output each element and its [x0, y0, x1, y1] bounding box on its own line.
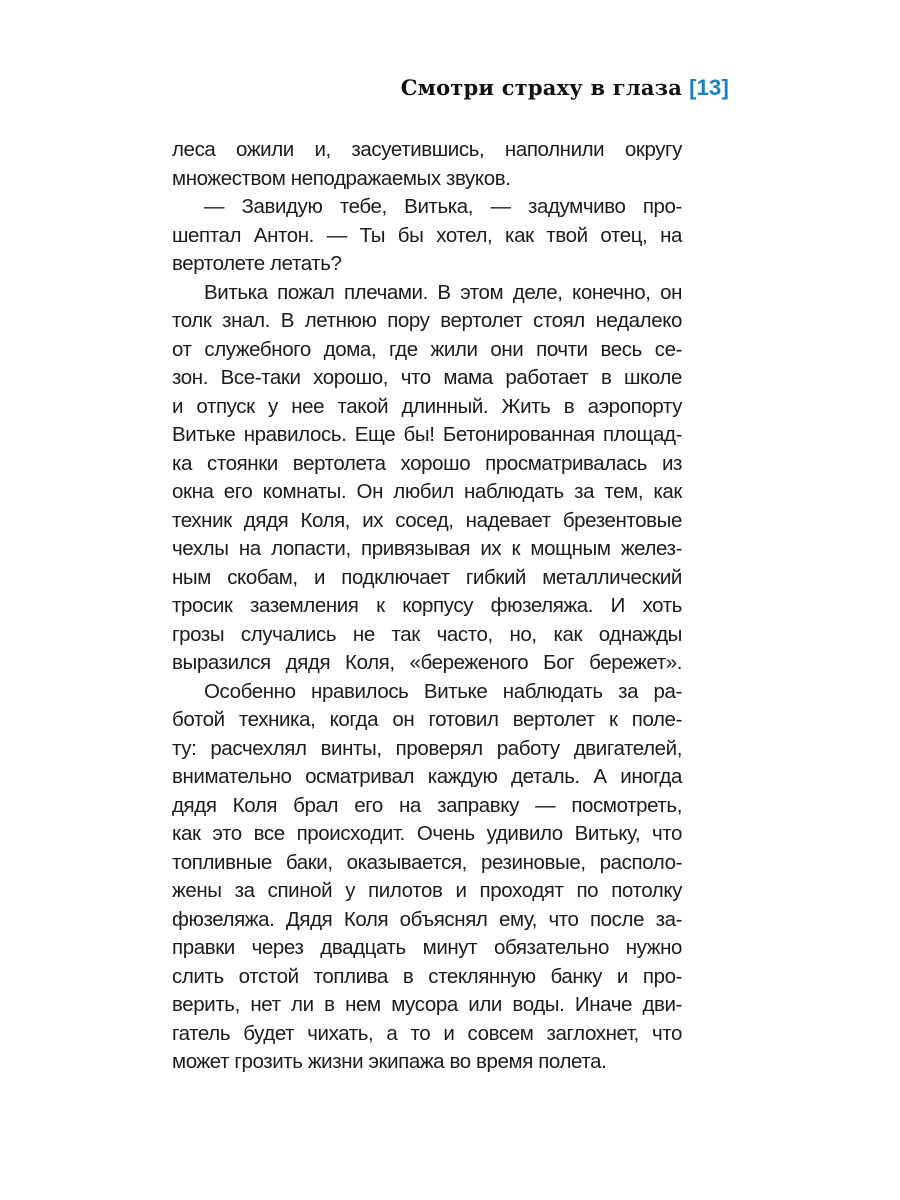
text-line: дядя Коля брал его на заправку — посмотреть, — [172, 793, 682, 817]
text-line: вертолете летать? — [172, 252, 342, 275]
text-line: Витьке нравилось. Еще бы! Бетонированная площад- — [172, 423, 682, 446]
text-line: гатель будет чихать, а то и совсем заглохнет, что — [172, 1021, 682, 1045]
text-line: жены за спиной у пилотов и проходят по потолку — [172, 879, 682, 902]
running-header — [0, 74, 729, 101]
text-line: окна его комнаты. Он любил наблюдать за тем, как — [172, 480, 682, 503]
text-line: Особенно нравилось Витьке наблюдать за ра- — [204, 679, 682, 703]
text-line: внимательно осматривал каждую деталь. А иногда — [172, 765, 682, 788]
text-line: ным скобам, и подключает гибкий металлический — [172, 565, 682, 589]
text-line: леса ожили и, засуетившись, наполнили округу — [172, 138, 682, 161]
text-line: грозы случались не так часто, но, как однажды — [172, 622, 682, 646]
text-line: как это все происходит. Очень удивило Витьку, что — [172, 822, 682, 845]
text-line: от служебного дома, где жили они почти весь се- — [172, 337, 682, 361]
text-line: фюзеляжа. Дядя Коля объяснял ему, что после за- — [172, 907, 682, 931]
text-line: ботой техника, когда он готовил вертолет к поле- — [172, 708, 682, 731]
text-line: ту: расчехлял винты, проверял работу двигателей, — [172, 736, 682, 760]
text-line: верить, нет ли в нем мусора или воды. Иначе дви- — [172, 993, 682, 1016]
text-line: слить отстой топлива в стеклянную банку и про- — [172, 964, 682, 988]
text-line: техник дядя Коля, их сосед, надевает брезентовые — [172, 508, 682, 532]
text-line: чехлы на лопасти, привязывая их к мощным желез- — [172, 537, 682, 560]
text-line: зон. Все-таки хорошо, что мама работает в школе — [172, 366, 682, 389]
text-line: множеством неподражаемых звуков. — [172, 166, 511, 190]
text-line: топливные баки, оказывается, резиновые, располо- — [172, 850, 682, 874]
text-line: ка стоянки вертолета хорошо просматривалась из — [172, 451, 682, 475]
text-line: и отпуск у нее такой длинный. Жить в аэропорту — [172, 394, 682, 418]
text-line: — Завидую тебе, Витька, — задумчиво про- — [204, 195, 682, 218]
text-line: Витька пожал плечами. В этом деле, конечно, он — [204, 280, 682, 304]
text-line: тросик заземления к корпусу фюзеляжа. И хоть — [172, 594, 682, 617]
text-line: может грозить жизни экипажа во время полета. — [172, 1050, 607, 1073]
text-line: выразился дядя Коля, «береженого Бог бережет». — [172, 651, 682, 674]
text-line: шептал Антон. — Ты бы хотел, как твой отец, на — [172, 223, 682, 247]
text-line: толк знал. В летнюю пору вертолет стоял недалеко — [172, 309, 682, 332]
page-number: [13] — [689, 75, 729, 100]
chapter-title: Смотри страху в глаза — [400, 75, 683, 100]
text-line: правки через двадцать минут обязательно нужно — [172, 936, 682, 959]
text-column — [172, 136, 682, 1077]
